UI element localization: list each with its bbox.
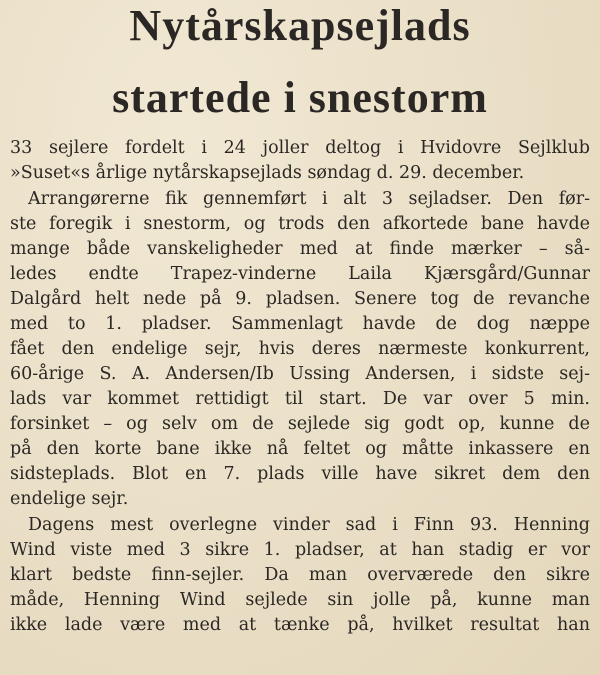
text-line: Wind viste med 3 sikre 1. pladser, at han stadig er vor: [10, 540, 590, 560]
text-line: ledes endte Trapez-vinderne Laila Kjærsgård/Gunnar: [10, 264, 590, 284]
text-line: klart bedste finn-sejler. Da man overværede den sikre: [10, 565, 590, 585]
paragraph-2: [10, 187, 590, 512]
text-line: Dagens mest overlegne vinder sad i Finn 93. Henning: [28, 515, 590, 535]
text-line: sidsteplads. Blot en 7. plads ville have sikret dem den: [10, 464, 590, 484]
text-line: endelige sejr.: [10, 489, 129, 509]
paragraph-1: [10, 136, 590, 186]
headline-line-1: Nytårskapsejlads: [129, 1, 471, 50]
paragraph-3: [10, 513, 590, 638]
text-line: »Suset«s årlige nytårskapsejlads søndag d. 29. december.: [10, 163, 525, 183]
text-line: ikke lade være med at tænke på, hvilket resultat han: [10, 615, 590, 635]
text-line: mange både vanskeligheder med at finde mærker – så-: [10, 239, 590, 259]
text-line: på den korte bane ikke nå feltet og måtte inkassere en: [10, 439, 590, 459]
text-line: fået den endelige sejr, hvis deres nærmeste konkurrent,: [10, 339, 590, 359]
text-line: 60-årige S. A. Andersen/Ib Ussing Andersen, i sidste sej-: [10, 364, 590, 384]
text-line: ste foregik i snestorm, og trods den afkortede bane havde: [10, 214, 590, 234]
text-line: med to 1. pladser. Sammenlagt havde de dog næppe: [10, 314, 590, 334]
headline: [10, 0, 590, 122]
headline-line-2: startede i snestorm: [112, 73, 488, 122]
text-line: 33 sejlere fordelt i 24 joller deltog i Hvidovre Sejlklub: [10, 138, 590, 158]
text-line: måde, Henning Wind sejlede sin jolle på, kunne man: [10, 590, 590, 610]
article-body: [10, 136, 590, 638]
text-line: forsinket – og selv om de sejlede sig godt op, kunne de: [10, 414, 590, 434]
text-line: lads var kommet rettidigt til start. De var over 5 min.: [10, 389, 590, 409]
text-line: Dalgård helt nede på 9. pladsen. Senere tog de revanche: [10, 289, 590, 309]
text-line: Arrangørerne fik gennemført i alt 3 sejladser. Den før-: [28, 189, 590, 209]
